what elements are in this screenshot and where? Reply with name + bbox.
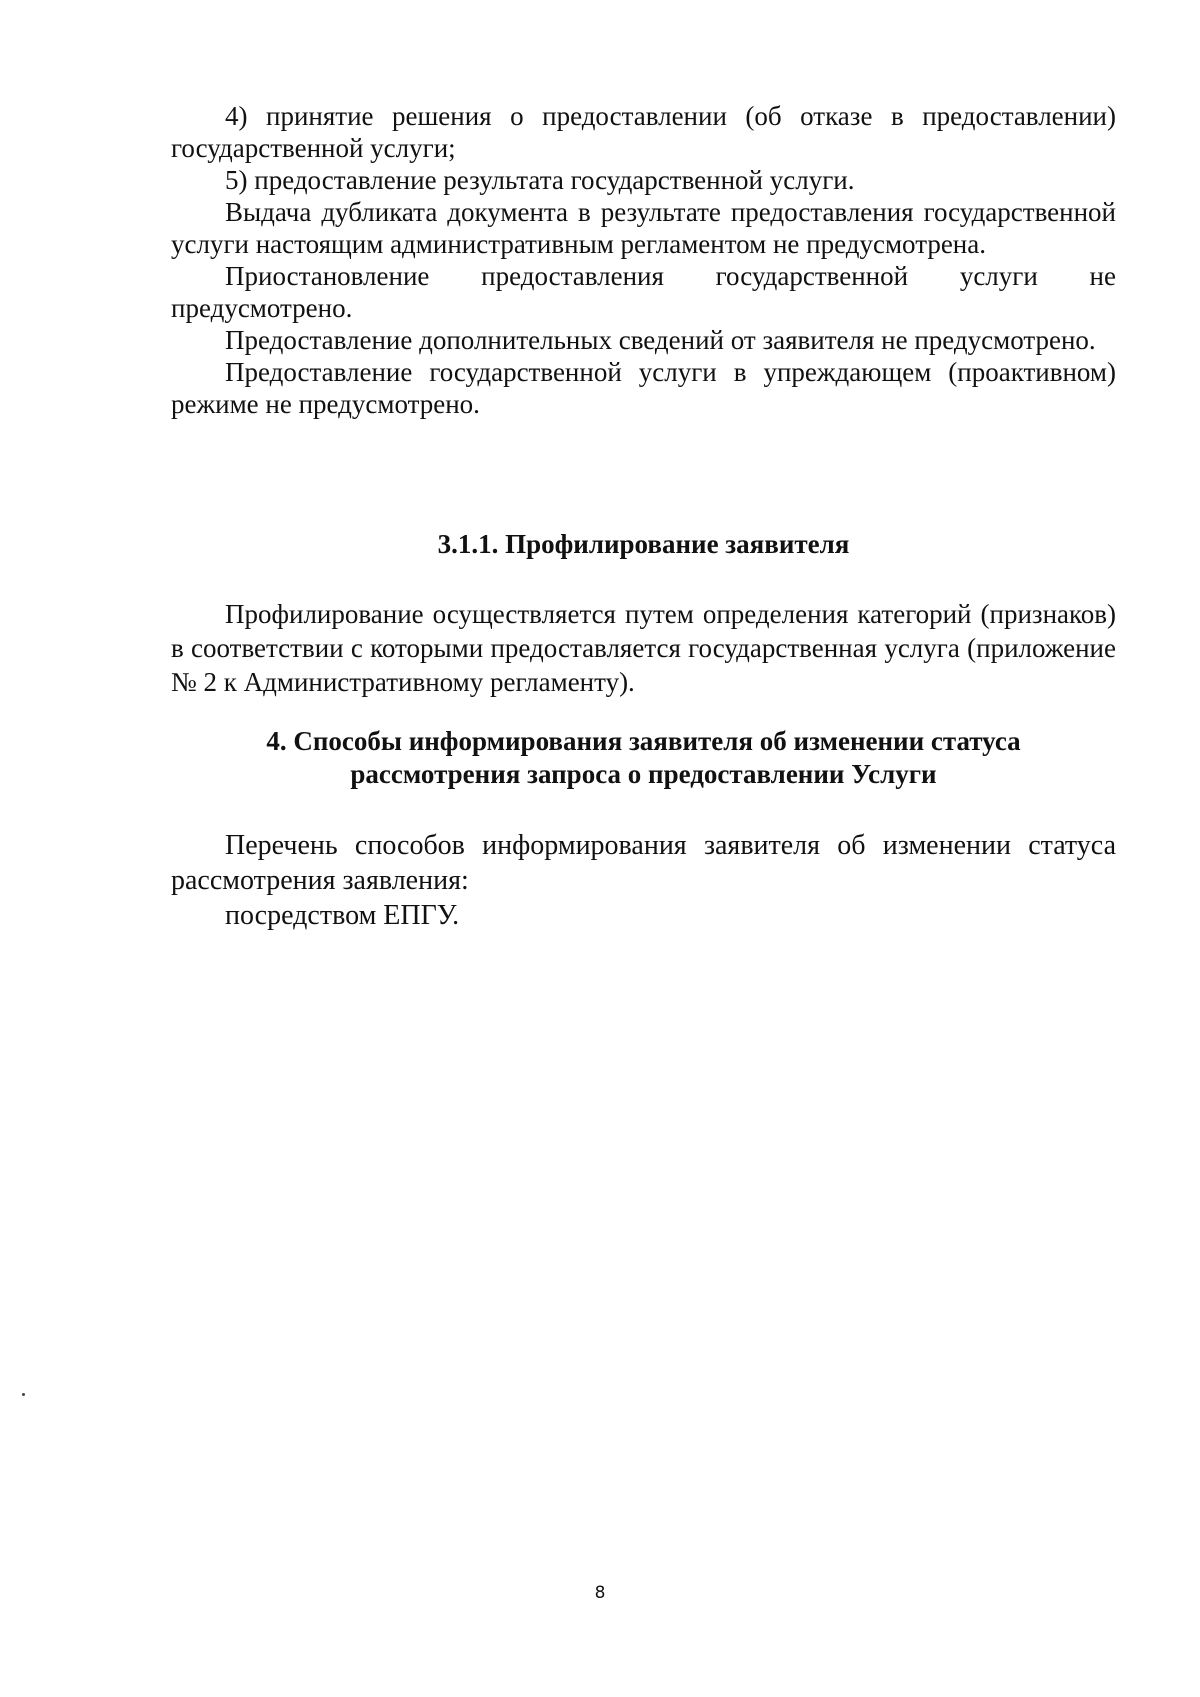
paragraph-additional-info: Предоставление дополнительных сведений от заявителя не предусмотрено. (225, 325, 1096, 355)
paragraph-duplicate: Выдача дубликата документа в результате предоставления государственной услуги настоящим административным регламентом не предусмотрена. (171, 197, 1116, 259)
section-4-title (171, 725, 1116, 791)
paragraph-item-5: 5) предоставление результата государственной услуги. (225, 165, 855, 195)
paragraph-proactive: Предоставление государственной услуги в упреждающем (проактивном) режиме не предусмотрено. (171, 357, 1116, 419)
paragraph-profiling: Профилирование осуществляется путем определения категорий (признаков) в соответствии с которыми предоставляется государственная услуга (приложение № 2 к Административному регламенту). (171, 599, 1116, 697)
paragraph-methods-list: Перечень способов информирования заявителя об изменении статуса рассмотрения заявления: (171, 830, 1116, 896)
paragraph-item-4: 4) принятие решения о предоставлении (об отказе в предоставлении) государственной услуги; (171, 101, 1116, 163)
section-4-title-line2: рассмотрения запроса о предоставлении Услуги (350, 759, 937, 789)
section-311-body (171, 597, 1116, 699)
section-4-title-line1: 4. Способы информирования заявителя об изменении статуса (266, 726, 1021, 756)
paragraph-suspension: Приостановление предоставления государственной услуги не предусмотрено. (171, 261, 1116, 323)
section-311-title: 3.1.1. Профилирование заявителя (437, 529, 850, 559)
scan-speck (22, 1393, 25, 1396)
paragraph-epgu: посредством ЕПГУ. (225, 900, 460, 931)
intro-text-block (171, 100, 1116, 420)
section-4-body (171, 828, 1116, 933)
page-number: 8 (594, 1583, 606, 1603)
